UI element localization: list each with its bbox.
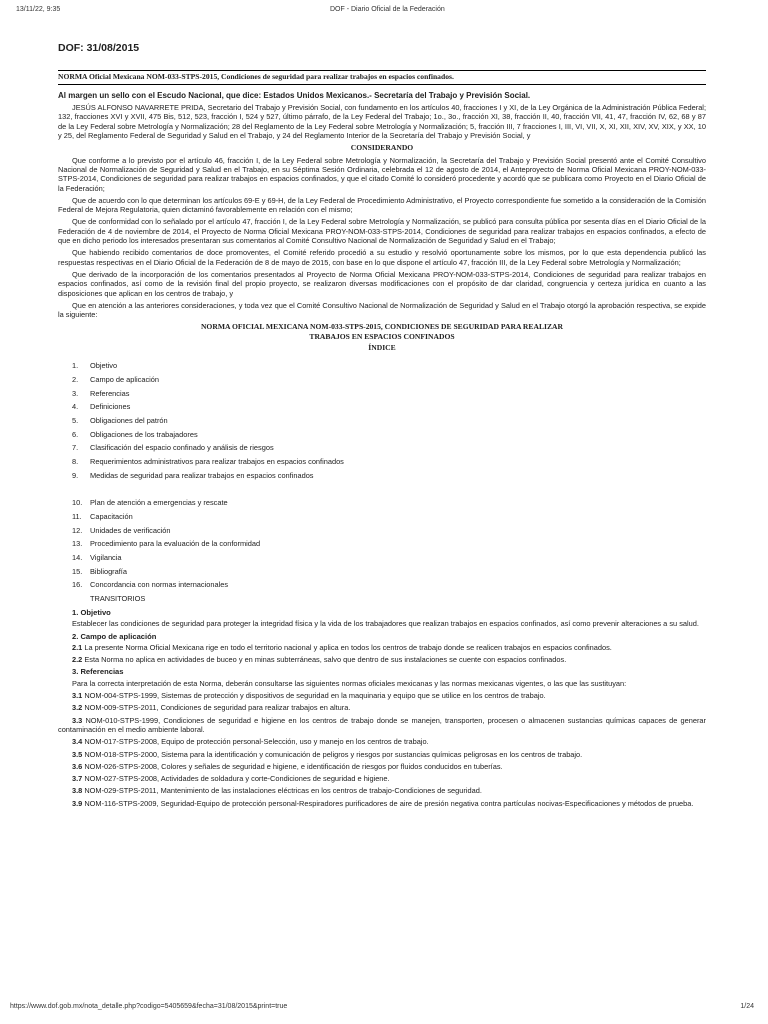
- index-item: [58, 386, 706, 400]
- considerando-paragraph: Que derivado de la incorporación de los comentarios presentados al Proyecto de Norma Oficial Mexicana PROY-NOM-033-STPS-2014, Condiciones de seguridad para realizar trabajos en espacios confinados, así como de la revisión final del propio proyecto, se realizaron diversas modificaciones con el propósito de dar claridad, congruencia y certeza jurídica en cuanto a las disposiciones que aplican en los centros de trabajo, y: [58, 269, 706, 298]
- index-item: [58, 400, 706, 414]
- reference-item: [58, 774, 706, 783]
- norm-heading-line: TRABAJOS EN ESPACIOS CONFINADOS: [309, 331, 455, 341]
- reference-item: [58, 691, 706, 700]
- clause-number: 3.5: [72, 749, 83, 759]
- clause-number: 3.3: [72, 715, 83, 725]
- index-label: Referencias: [90, 388, 130, 398]
- clause-number: 2.1: [72, 642, 83, 652]
- index-label: Unidades de verificación: [90, 525, 171, 535]
- site-title: DOF - Diario Oficial de la Federación: [330, 6, 445, 13]
- index-item: [58, 496, 706, 510]
- section-paragraph: Establecer las condiciones de seguridad para proteger la integridad física y la vida de los trabajadores que realizan trabajos en espacios confinados, así como prevenir alteraciones a su salud.: [72, 619, 699, 629]
- clause-text: NOM-018-STPS-2000, Sistema para la identificación y comunicación de peligros y riesgos por sustancias químicas peligrosas en los centros de trabajo.: [84, 749, 583, 759]
- section-heading: 1. Objetivo: [72, 607, 111, 617]
- index-number: 7.: [72, 443, 79, 453]
- margin-seal-text: Al margen un sello con el Escudo Nacional, que dice: Estados Unidos Mexicanos.- Secretaría del Trabajo y Previsión Social.: [58, 91, 531, 100]
- reference-item: [58, 750, 706, 759]
- index-number: 15.: [72, 566, 83, 576]
- publication-date: DOF: 31/08/2015: [58, 42, 140, 54]
- index-item: [58, 537, 706, 551]
- clause-text: NOM-029-STPS-2011, Mantenimiento de las instalaciones eléctricas en los centros de trabajo-Condiciones de seguridad.: [84, 786, 482, 796]
- considerando-paragraph: Que de acuerdo con lo que determinan los artículos 69-E y 69-H, de la Ley Federal de Procedimiento Administrativo, el Proyecto correspondiente fue sometido a la consideración de la Comisión Federal de Mejora Regulatoria, quien dictaminó favorablemente en relación con el mismo;: [58, 195, 706, 215]
- clause: [58, 655, 706, 664]
- clause-number: 3.9: [72, 798, 83, 808]
- index-list: [58, 359, 706, 482]
- index-label: Campo de aplicación: [90, 374, 160, 384]
- index-label: Requerimientos administrativos para realizar trabajos en espacios confinados: [90, 456, 344, 466]
- section-heading: 3. Referencias: [72, 667, 124, 677]
- index-item: [58, 427, 706, 441]
- clause-number: 3.2: [72, 703, 83, 713]
- clause-number: 3.4: [72, 737, 83, 747]
- reference-item: [58, 716, 706, 735]
- transitorios-label: TRANSITORIOS: [90, 593, 146, 603]
- index-label: Capacitación: [90, 512, 133, 521]
- index-number: 14.: [72, 553, 83, 563]
- section-heading: 2. Campo de aplicación: [72, 631, 157, 641]
- intro-paragraph: JESÚS ALFONSO NAVARRETE PRIDA, Secretario del Trabajo y Previsión Social, con fundamento en los artículos 40, fracciones I y XI, de la Ley Orgánica de la Administración Pública Federal; 132, fracciones XVI y XVII, 475 Bis, 512, 523, fracción I, 524 y 527, último párrafo, de la Ley Federal del Trabajo; 1o., 3o., fracción XI, 38, fracción II, 40, fracción VII, 41, 47, fracción IV, 62, 68 y 87 de la Ley Federal sobre Metrología y Normalización; 28 del Reglamento de la Ley Federal sobre Metrología y Normalización; 5, fracción III, 7 fracciones I, III, VI, VII, X, XI, XII, XIV, XV, XIX, y XX, 10 y 25, del Reglamento Federal de Seguridad y Salud en el Trabajo, y 24 del Reglamento Interior de la Secretaría del Trabajo y Previsión Social, y: [58, 103, 706, 140]
- index-number: 9.: [72, 470, 79, 480]
- index-number: 10.: [72, 498, 83, 508]
- index-item: [58, 565, 706, 579]
- considerando-paragraph: Que en atención a las anteriores consideraciones, y toda vez que el Comité Consultivo Nacional de Normalización de Seguridad y Salud en el Trabajo otorgó la aprobación respectiva, se expide la siguiente:: [58, 300, 706, 320]
- norm-heading: [58, 322, 706, 341]
- clause-text: NOM-010-STPS-1999, Condiciones de seguridad e higiene en los centros de trabajo donde se manejen, transporten, procesen o almacenen sustancias químicas capaces de generar contaminación en el medio ambiente laboral.: [58, 715, 706, 734]
- considerando-paragraph: Que conforme a lo previsto por el artículo 46, fracción I, de la Ley Federal sobre Metrología y Normalización, la Secretaría del Trabajo y Previsión Social presentó ante el Comité Consultivo Nacional de Normalización de Seguridad y Salud en el Trabajo, en su Séptima Sesión Ordinaria, celebrada el 12 de agosto de 2014, el Anteproyecto de Norma Oficial Mexicana PROY-NOM-033-STPS-2014, Condiciones de seguridad para realizar trabajos en espacios confinados, y que el citado Comité lo consideró procedente y acordó que se publicara como Proyecto en el Diario Oficial de la Federación;: [58, 155, 706, 193]
- reference-item: [58, 703, 706, 712]
- clause-number: 3.7: [72, 774, 83, 784]
- index-item: [58, 441, 706, 455]
- document-page: [58, 42, 706, 811]
- index-item: [58, 510, 706, 524]
- index-label: Obligaciones de los trabajadores: [90, 429, 198, 439]
- considerando-paragraph: Que habiendo recibido comentarios de doce promoventes, el Comité referido procedió a su estudio y resolvió oportunamente sobre los mismos, por lo que esta dependencia publicó las respuestas respectivas en el Diario Oficial de la Federación de 8 de mayo de 2015, con base en lo que dispone el artículo 47, fracción III, de la Ley Federal sobre Metrología y Normalización;: [58, 248, 706, 267]
- clause: [58, 643, 706, 652]
- index-item: [58, 524, 706, 538]
- index-heading: ÍNDICE: [368, 343, 396, 353]
- index-item: [58, 551, 706, 565]
- clause-text: NOM-026-STPS-2008, Colores y señales de seguridad e higiene, e identificación de riesgos por fluidos conducidos en tuberías.: [84, 761, 503, 771]
- clause-text: NOM-027-STPS-2008, Actividades de soldadura y corte-Condiciones de seguridad e higiene.: [84, 774, 390, 784]
- index-gap: [58, 482, 706, 496]
- index-label: Clasificación del espacio confinado y análisis de riesgos: [90, 443, 274, 453]
- index-label: Vigilancia: [90, 553, 122, 563]
- index-label: Plan de atención a emergencias y rescate: [90, 498, 228, 508]
- index-number: 12.: [72, 525, 83, 535]
- index-number: 8.: [72, 456, 79, 466]
- clause-text: Esta Norma no aplica en actividades de buceo y en minas subterráneas, salvo que dentro de sus instalaciones se cuente con espacios confinados.: [84, 655, 567, 665]
- index-label: Obligaciones del patrón: [90, 415, 168, 425]
- index-item: [58, 468, 706, 482]
- index-number: 11.: [72, 512, 82, 521]
- page-number: 1/24: [740, 1003, 754, 1010]
- index-number: 1.: [72, 361, 79, 371]
- index-item: [58, 578, 706, 592]
- index-label: Medidas de seguridad para realizar trabajos en espacios confinados: [90, 470, 314, 480]
- clause-number: 3.1: [72, 691, 83, 701]
- clause-text: NOM-017-STPS-2008, Equipo de protección personal-Selección, uso y manejo en los centros de trabajo.: [84, 737, 429, 747]
- index-number: 4.: [72, 402, 79, 412]
- index-label: Procedimiento para la evaluación de la conformidad: [90, 539, 261, 549]
- index-item: [58, 359, 706, 373]
- clause-number: 3.8: [72, 786, 83, 796]
- index-number: 5.: [72, 415, 79, 425]
- reference-item: [58, 737, 706, 746]
- page-url: https://www.dof.gob.mx/nota_detalle.php?codigo=5405659&fecha=31/08/2015&print=true: [10, 1003, 288, 1010]
- index-number: 3.: [72, 388, 79, 398]
- index-label: Objetivo: [90, 361, 118, 371]
- reference-item: [58, 799, 706, 808]
- clause-text: NOM-009-STPS-2011, Condiciones de seguridad para realizar trabajos en altura.: [84, 703, 351, 713]
- index-number: 16.: [72, 580, 83, 590]
- index-item: [58, 414, 706, 428]
- clause-text: NOM-004-STPS-1999, Sistemas de protección y dispositivos de seguridad en la maquinaria y equipo que se utilice en los centros de trabajo.: [84, 691, 546, 701]
- clause-text: NOM-116-STPS-2009, Seguridad-Equipo de protección personal-Respiradores purificadores de aire de presión negativa contra partículas nocivas-Especificaciones y métodos de prueba.: [84, 798, 694, 808]
- index-label: Bibliografía: [90, 566, 127, 576]
- index-list: [58, 496, 706, 592]
- clause-number: 3.6: [72, 761, 83, 771]
- section-paragraph: Para la correcta interpretación de esta Norma, deberán consultarse las siguientes normas oficiales mexicanas y las normas mexicanas vigentes, o las que las sustituyan:: [72, 678, 627, 688]
- index-number: 6.: [72, 429, 79, 439]
- considerando-heading: CONSIDERANDO: [350, 143, 414, 153]
- index-number: 2.: [72, 374, 79, 384]
- index-number: 13.: [72, 539, 83, 549]
- clause-text: La presente Norma Oficial Mexicana rige en todo el territorio nacional y aplica en todos los centros de trabajo donde se realicen trabajos en espacios confinados.: [84, 642, 612, 652]
- norm-heading-line: NORMA OFICIAL MEXICANA NOM-033-STPS-2015, CONDICIONES DE SEGURIDAD PARA REALIZAR: [200, 322, 564, 332]
- index-label: Concordancia con normas internacionales: [90, 580, 229, 590]
- index-label: Definiciones: [90, 402, 131, 412]
- clause-number: 2.2: [72, 655, 83, 665]
- reference-item: [58, 762, 706, 771]
- norm-title: NORMA Oficial Mexicana NOM-033-STPS-2015, Condiciones de seguridad para realizar trabajos en espacios confinados.: [58, 70, 706, 85]
- print-datetime: 13/11/22, 9:35: [16, 6, 61, 13]
- index-item: [58, 373, 706, 387]
- index-item: [58, 455, 706, 469]
- reference-item: [58, 786, 706, 795]
- considerando-paragraph: Que de conformidad con lo señalado por el artículo 47, fracción I, de la Ley Federal sobre Metrología y Normalización, se publicó para consulta pública por sesenta días en el Diario Oficial de la Federación de 4 de noviembre de 2014, el Proyecto de Norma Oficial Mexicana PROY-NOM-033-STPS-2014, Condiciones de seguridad para realizar trabajos en espacios confinados, a efecto de que en dicho periodo los interesados presentaran sus comentarios al Comité Consultivo Nacional de Normalización de Seguridad y Salud en el Trabajo;: [58, 217, 706, 246]
